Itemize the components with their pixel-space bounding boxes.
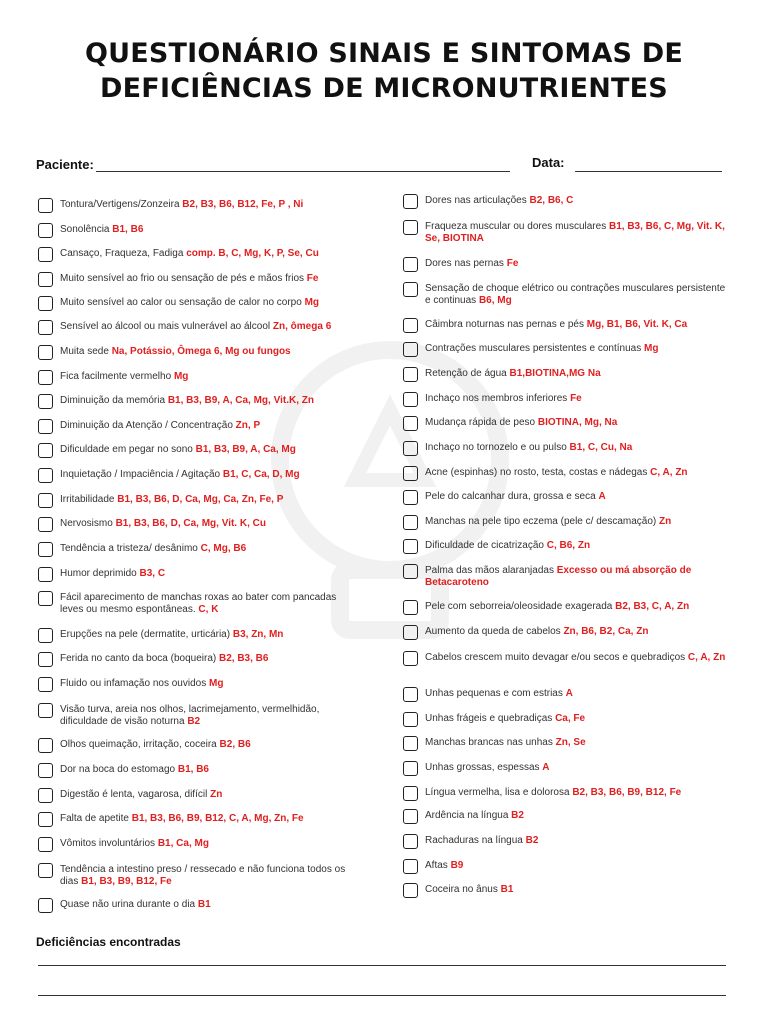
symptom-description: Olhos queimação, irritação, coceira bbox=[60, 739, 220, 750]
symptom-text bbox=[425, 221, 728, 245]
symptom-text bbox=[425, 810, 524, 822]
symptom-text bbox=[425, 442, 632, 454]
symptom-description: Manchas brancas nas unhas bbox=[425, 737, 556, 748]
symptom-checkbox[interactable] bbox=[38, 320, 53, 335]
symptom-description: Dores nas articulações bbox=[425, 195, 530, 206]
symptom-checkbox[interactable] bbox=[38, 763, 53, 778]
nutrient-list: B1, B6 bbox=[112, 224, 144, 235]
nutrient-list: Zn, ômega 6 bbox=[272, 321, 332, 332]
symptom-item[interactable] bbox=[403, 787, 728, 801]
symptom-checkbox[interactable] bbox=[38, 567, 53, 582]
title-line-1: QUESTIONÁRIO SINAIS E SINTOMAS DE bbox=[84, 38, 684, 69]
deficiencies-line-2[interactable] bbox=[38, 995, 726, 996]
symptom-description: Digestão é lenta, vagarosa, difícil bbox=[60, 789, 211, 800]
nutrient-list: B1,BIOTINA,MG Na bbox=[509, 368, 601, 379]
symptom-checkbox[interactable] bbox=[38, 394, 53, 409]
symptom-description: Fica facilmente vermelho bbox=[60, 371, 174, 382]
symptom-item[interactable] bbox=[403, 565, 728, 589]
symptom-checkbox[interactable] bbox=[38, 652, 53, 667]
symptom-description: Pele com seborreia/oleosidade exagerada bbox=[425, 601, 616, 612]
symptom-text bbox=[425, 652, 725, 664]
nutrient-list: Mg bbox=[173, 371, 189, 382]
symptom-text bbox=[60, 739, 251, 751]
symptom-checkbox[interactable] bbox=[403, 257, 418, 272]
symptom-text bbox=[425, 195, 573, 207]
nutrient-list: Zn, P bbox=[235, 420, 261, 431]
symptom-text bbox=[425, 491, 606, 503]
nutrient-list: B1, B6 bbox=[177, 764, 209, 775]
symptom-checkbox[interactable] bbox=[403, 367, 418, 382]
symptom-item[interactable] bbox=[38, 739, 350, 753]
symptom-text bbox=[60, 678, 223, 690]
symptom-text bbox=[425, 417, 617, 429]
symptom-checkbox[interactable] bbox=[38, 468, 53, 483]
symptom-checkbox[interactable] bbox=[403, 859, 418, 874]
symptom-description: Tendência a tristeza/ desânimo bbox=[60, 543, 201, 554]
nutrient-list: B1, C, Cu, Na bbox=[569, 442, 633, 453]
symptom-description: Fraqueza muscular ou dores musculares bbox=[425, 221, 609, 232]
symptom-description: Pele do calcanhar dura, grossa e seca bbox=[425, 491, 599, 502]
symptom-item[interactable] bbox=[403, 688, 728, 702]
symptom-item[interactable] bbox=[403, 626, 728, 640]
symptom-item[interactable] bbox=[403, 393, 728, 407]
nutrient-list: B1, B3, B9, A, Ca, Mg, Vit.K, Zn bbox=[167, 395, 314, 406]
nutrient-list: B2, B3, B6, B9, B12, Fe bbox=[572, 787, 682, 798]
symptom-description: Palma das mãos alaranjadas bbox=[425, 565, 557, 576]
nutrient-list: B1, B3, B6, B9, B12, C, A, Mg, Zn, Fe bbox=[131, 813, 304, 824]
deficiencies-line-1[interactable] bbox=[38, 965, 726, 966]
symptom-item[interactable] bbox=[403, 737, 728, 751]
symptom-item[interactable] bbox=[403, 884, 728, 898]
symptom-description: Unhas pequenas e com estrias bbox=[425, 688, 566, 699]
symptom-checkbox[interactable] bbox=[38, 296, 53, 311]
nutrient-list: C, K bbox=[198, 604, 219, 615]
symptom-checkbox[interactable] bbox=[403, 651, 418, 666]
symptom-item[interactable] bbox=[403, 467, 728, 481]
symptom-item[interactable] bbox=[38, 838, 350, 852]
symptom-description: Sensação de choque elétrico ou contrações musculares persistente e continuas bbox=[425, 283, 726, 306]
symptom-checkbox[interactable] bbox=[403, 786, 418, 801]
symptom-text bbox=[425, 835, 538, 847]
symptom-checkbox[interactable] bbox=[38, 898, 53, 913]
nutrient-list: Fe bbox=[306, 273, 319, 284]
symptom-description: Mudança rápida de peso bbox=[425, 417, 538, 428]
symptom-description: Cabelos crescem muito devagar e/ou secos e quebradiços bbox=[425, 652, 688, 663]
nutrient-list: B1, B3, B6, D, Ca, Mg, Vit. K, Cu bbox=[115, 518, 266, 529]
symptom-description: Retenção de água bbox=[425, 368, 510, 379]
symptom-checkbox[interactable] bbox=[38, 370, 53, 385]
symptom-item[interactable] bbox=[38, 899, 350, 913]
symptom-checkbox[interactable] bbox=[38, 247, 53, 262]
nutrient-list: Mg, B1, B6, Vit. K, Ca bbox=[586, 319, 688, 330]
symptom-checkbox[interactable] bbox=[403, 761, 418, 776]
symptom-item[interactable] bbox=[38, 789, 350, 803]
nutrient-list: B2, B3, B6 bbox=[219, 653, 269, 664]
symptom-item[interactable] bbox=[403, 713, 728, 727]
nutrient-list: Zn bbox=[659, 516, 672, 527]
symptom-checkbox[interactable] bbox=[38, 628, 53, 643]
symptom-checkbox[interactable] bbox=[38, 677, 53, 692]
symptom-text bbox=[60, 653, 268, 665]
nutrient-list: Zn bbox=[210, 789, 223, 800]
symptom-checkbox[interactable] bbox=[403, 539, 418, 554]
nutrient-list: Zn, B6, B2, Ca, Zn bbox=[563, 626, 649, 637]
symptom-item[interactable] bbox=[403, 319, 728, 333]
symptom-checkbox[interactable] bbox=[38, 812, 53, 827]
symptom-checkbox[interactable] bbox=[403, 625, 418, 640]
symptom-description: Unhas frágeis e quebradiças bbox=[425, 713, 556, 724]
symptom-description: Manchas na pele tipo eczema (pele c/ descamação) bbox=[425, 516, 660, 527]
nutrient-list: B2 bbox=[525, 835, 539, 846]
nutrient-list: B1, C, Ca, D, Mg bbox=[222, 469, 300, 480]
symptom-item[interactable] bbox=[38, 704, 350, 728]
nutrient-list: B2, B6, C bbox=[529, 195, 574, 206]
symptom-item[interactable] bbox=[38, 469, 350, 483]
symptom-item[interactable] bbox=[38, 321, 350, 335]
symptom-text bbox=[425, 713, 585, 725]
symptom-description: Língua vermelha, lisa e dolorosa bbox=[425, 787, 573, 798]
symptom-text bbox=[60, 838, 209, 850]
nutrient-list: C, Mg, B6 bbox=[200, 543, 247, 554]
symptom-text bbox=[60, 704, 350, 728]
nutrient-list: B2 bbox=[511, 810, 524, 821]
symptom-text bbox=[60, 494, 283, 506]
nutrient-list: Na, Potássio, Ômega 6, Mg ou fungos bbox=[111, 346, 291, 357]
symptom-checkbox[interactable] bbox=[38, 443, 53, 458]
nutrient-list: A bbox=[598, 491, 606, 502]
symptom-checkbox[interactable] bbox=[38, 703, 53, 718]
symptom-text bbox=[60, 420, 260, 432]
symptom-checkbox[interactable] bbox=[403, 736, 418, 751]
nutrient-list: Zn, Se bbox=[555, 737, 586, 748]
nutrient-list: BIOTINA, Mg, Na bbox=[537, 417, 618, 428]
symptom-description: Ardência na língua bbox=[425, 810, 512, 821]
symptom-description: Dificuldade em pegar no sono bbox=[60, 444, 196, 455]
symptom-checkbox[interactable] bbox=[403, 883, 418, 898]
symptom-description: Erupções na pele (dermatite, urticária) bbox=[60, 629, 233, 640]
symptom-description: Aumento da queda de cabelos bbox=[425, 626, 564, 637]
nutrient-list: B1, B3, B6, D, Ca, Mg, Ca, Zn, Fe, P bbox=[117, 494, 284, 505]
symptom-description: Muito sensível ao calor ou sensação de calor no corpo bbox=[60, 297, 305, 308]
symptom-checkbox[interactable] bbox=[38, 345, 53, 360]
symptom-text bbox=[60, 764, 209, 776]
symptom-item[interactable] bbox=[403, 810, 728, 824]
symptom-checkbox[interactable] bbox=[403, 712, 418, 727]
symptom-description: Sonolência bbox=[60, 224, 113, 235]
symptom-text bbox=[425, 737, 586, 749]
symptom-checkbox[interactable] bbox=[38, 517, 53, 532]
date-label: Data: bbox=[532, 155, 565, 170]
symptom-text bbox=[60, 568, 165, 580]
symptom-checkbox[interactable] bbox=[38, 591, 53, 606]
symptom-description: Vômitos involuntários bbox=[60, 838, 158, 849]
symptom-description: Câimbra noturnas nas pernas e pés bbox=[425, 319, 587, 330]
symptom-description: Contrações musculares persistentes e contínuas bbox=[425, 343, 644, 354]
symptom-checkbox[interactable] bbox=[403, 318, 418, 333]
symptom-text bbox=[60, 395, 314, 407]
nutrient-list: B2, B3, C, A, Zn bbox=[615, 601, 690, 612]
symptom-item[interactable] bbox=[38, 297, 350, 311]
symptom-text bbox=[60, 899, 211, 911]
symptom-item[interactable] bbox=[38, 568, 350, 582]
symptom-checkbox[interactable] bbox=[403, 834, 418, 849]
symptom-text bbox=[425, 688, 573, 700]
symptom-text bbox=[425, 787, 681, 799]
symptom-description: Fluido ou infamação nos ouvidos bbox=[60, 678, 209, 689]
symptom-item[interactable] bbox=[403, 221, 728, 245]
symptom-text bbox=[60, 543, 246, 555]
nutrient-list: B1, B3, B9, A, Ca, Mg bbox=[195, 444, 296, 455]
symptom-checkbox[interactable] bbox=[38, 198, 53, 213]
symptom-text bbox=[425, 516, 671, 528]
nutrient-list: B2, B3, B6, B12, Fe, P , Ni bbox=[182, 199, 304, 210]
symptom-text bbox=[60, 444, 296, 456]
symptom-text bbox=[60, 321, 331, 333]
symptom-text bbox=[425, 860, 463, 872]
nutrient-list: C, A, Zn bbox=[650, 467, 688, 478]
patient-field[interactable] bbox=[96, 171, 510, 172]
symptom-text bbox=[60, 813, 304, 825]
nutrient-list: B1 bbox=[500, 884, 514, 895]
symptom-item[interactable] bbox=[403, 258, 728, 272]
symptom-description: Diminuição da Atenção / Concentração bbox=[60, 420, 236, 431]
symptom-checkbox[interactable] bbox=[38, 419, 53, 434]
symptom-item[interactable] bbox=[38, 444, 350, 458]
nutrient-list: B2 bbox=[187, 716, 201, 727]
symptom-text bbox=[425, 283, 728, 307]
page-title bbox=[0, 36, 768, 106]
symptom-text bbox=[425, 368, 601, 380]
symptom-text bbox=[60, 199, 303, 211]
nutrient-list: B3, C bbox=[139, 568, 166, 579]
symptom-checkbox[interactable] bbox=[38, 493, 53, 508]
symptom-checkbox[interactable] bbox=[403, 342, 418, 357]
symptom-description: Dor na boca do estomago bbox=[60, 764, 178, 775]
symptom-item[interactable] bbox=[38, 420, 350, 434]
symptom-text bbox=[425, 884, 513, 896]
symptom-checkbox[interactable] bbox=[38, 542, 53, 557]
nutrient-list: Mg bbox=[208, 678, 224, 689]
symptom-description: Fácil aparecimento de manchas roxas ao bater com pancadas leves ou mesmo espontâneas. bbox=[60, 592, 337, 615]
nutrient-list: B3, Zn, Mn bbox=[232, 629, 284, 640]
symptom-description: Quase não urina durante o dia bbox=[60, 899, 198, 910]
symptom-item[interactable] bbox=[403, 491, 728, 505]
symptom-item[interactable] bbox=[403, 601, 728, 615]
nutrient-list: B6, Mg bbox=[478, 295, 512, 306]
symptom-checkbox[interactable] bbox=[403, 441, 418, 456]
nutrient-list: Fe bbox=[506, 258, 519, 269]
symptom-item[interactable] bbox=[38, 494, 350, 508]
symptom-description: Visão turva, areia nos olhos, lacrimejamento, vermelhidão, dificuldade de visão noturna bbox=[60, 704, 320, 727]
symptom-description: Nervosismo bbox=[60, 518, 116, 529]
nutrient-list: B9 bbox=[450, 860, 464, 871]
symptom-item[interactable] bbox=[403, 762, 728, 776]
nutrient-list: C, A, Zn bbox=[687, 652, 726, 663]
symptom-text bbox=[60, 371, 188, 383]
symptom-description: Falta de apetite bbox=[60, 813, 132, 824]
symptom-checkbox[interactable] bbox=[403, 220, 418, 235]
symptom-text bbox=[60, 518, 266, 530]
symptom-item[interactable] bbox=[403, 540, 728, 554]
symptom-item[interactable] bbox=[38, 629, 350, 643]
symptom-item[interactable] bbox=[38, 248, 350, 262]
symptom-checkbox[interactable] bbox=[403, 600, 418, 615]
symptom-description: Inchaço no tornozelo e ou pulso bbox=[425, 442, 570, 453]
symptom-text bbox=[425, 626, 648, 638]
symptom-item[interactable] bbox=[38, 518, 350, 532]
nutrient-list: B2, B6 bbox=[219, 739, 251, 750]
symptom-description: Inquietação / Impaciência / Agitação bbox=[60, 469, 223, 480]
symptom-description: Rachaduras na língua bbox=[425, 835, 526, 846]
symptom-item[interactable] bbox=[38, 199, 350, 213]
symptom-text bbox=[425, 319, 687, 331]
symptom-description: Muito sensível ao frio ou sensação de pés e mãos frios bbox=[60, 273, 307, 284]
symptom-text bbox=[425, 467, 688, 479]
symptom-item[interactable] bbox=[38, 371, 350, 385]
nutrient-list: Ca, Fe bbox=[555, 713, 586, 724]
symptom-text bbox=[425, 258, 518, 270]
symptom-item[interactable] bbox=[38, 224, 350, 238]
symptom-checkbox[interactable] bbox=[403, 687, 418, 702]
symptom-item[interactable] bbox=[38, 864, 350, 888]
symptom-checkbox[interactable] bbox=[403, 392, 418, 407]
symptom-checkbox[interactable] bbox=[403, 490, 418, 505]
symptom-description: Dificuldade de cicatrização bbox=[425, 540, 547, 551]
symptom-description: Sensível ao álcool ou mais vulnerável ao álcool bbox=[60, 321, 273, 332]
symptom-text bbox=[425, 540, 590, 552]
patient-label: Paciente: bbox=[36, 157, 94, 172]
symptom-item[interactable] bbox=[38, 592, 350, 616]
symptom-description: Tontura/Vertigens/Zonzeira bbox=[60, 199, 183, 210]
symptom-description: Acne (espinhas) no rosto, testa, costas e nádegas bbox=[425, 467, 651, 478]
symptom-text bbox=[425, 393, 582, 405]
symptom-checkbox[interactable] bbox=[403, 416, 418, 431]
nutrient-list: A bbox=[565, 688, 573, 699]
symptom-checkbox[interactable] bbox=[403, 282, 418, 297]
symptom-description: Muita sede bbox=[60, 346, 112, 357]
symptom-description: Tendência a intestino preso / ressecado e não funciona todos os dias bbox=[60, 864, 346, 887]
symptom-description: Ferida no canto da boca (boqueira) bbox=[60, 653, 219, 664]
nutrient-list: Fe bbox=[570, 393, 582, 404]
nutrient-list: B1 bbox=[197, 899, 211, 910]
symptom-checkbox[interactable] bbox=[38, 837, 53, 852]
symptom-checkbox[interactable] bbox=[38, 788, 53, 803]
symptom-text bbox=[60, 248, 319, 260]
nutrient-list: B1, B3, B9, B12, Fe bbox=[81, 876, 172, 887]
symptom-item[interactable] bbox=[403, 516, 728, 530]
symptom-checkbox[interactable] bbox=[38, 272, 53, 287]
symptom-item[interactable] bbox=[38, 764, 350, 778]
symptom-item[interactable] bbox=[403, 343, 728, 357]
symptom-description: Unhas grossas, espessas bbox=[425, 762, 543, 773]
symptom-text bbox=[60, 273, 318, 285]
symptom-item[interactable] bbox=[403, 195, 728, 209]
symptom-text bbox=[60, 224, 143, 236]
symptom-text bbox=[60, 469, 300, 481]
symptom-item[interactable] bbox=[403, 652, 728, 666]
symptom-checkbox[interactable] bbox=[38, 223, 53, 238]
title-line-2: DEFICIÊNCIAS DE MICRONUTRIENTES bbox=[100, 73, 668, 104]
symptom-text bbox=[425, 565, 728, 589]
symptom-item[interactable] bbox=[38, 543, 350, 557]
nutrient-list: Mg bbox=[644, 343, 659, 354]
symptom-text bbox=[60, 592, 350, 616]
symptom-item[interactable] bbox=[38, 678, 350, 692]
symptom-description: Inchaço nos membros inferiores bbox=[425, 393, 571, 404]
symptom-description: Irritabilidade bbox=[60, 494, 118, 505]
symptom-item[interactable] bbox=[38, 653, 350, 667]
symptom-item[interactable] bbox=[38, 273, 350, 287]
symptom-text bbox=[60, 789, 222, 801]
symptom-item[interactable] bbox=[403, 442, 728, 456]
symptom-checkbox[interactable] bbox=[38, 863, 53, 878]
date-field[interactable] bbox=[575, 171, 722, 172]
symptom-item[interactable] bbox=[38, 813, 350, 827]
symptom-text bbox=[425, 343, 658, 355]
symptom-description: Diminuição da memória bbox=[60, 395, 168, 406]
symptom-checkbox[interactable] bbox=[403, 564, 418, 579]
symptom-item[interactable] bbox=[403, 860, 728, 874]
symptom-text bbox=[425, 762, 550, 774]
symptom-checkbox[interactable] bbox=[38, 738, 53, 753]
symptom-item[interactable] bbox=[403, 283, 728, 307]
nutrient-list: comp. B, C, Mg, K, P, Se, Cu bbox=[186, 248, 319, 259]
symptom-checkbox[interactable] bbox=[403, 809, 418, 824]
nutrient-list: Mg bbox=[304, 297, 320, 308]
symptom-item[interactable] bbox=[403, 835, 728, 849]
nutrient-list: Excesso ou má absorção de Betacaroteno bbox=[425, 565, 692, 588]
symptom-checkbox[interactable] bbox=[403, 466, 418, 481]
symptom-item[interactable] bbox=[38, 346, 350, 360]
symptom-description: Humor deprimido bbox=[60, 568, 140, 579]
symptom-item[interactable] bbox=[403, 368, 728, 382]
symptom-description: Dores nas pernas bbox=[425, 258, 507, 269]
symptom-text bbox=[60, 346, 291, 358]
nutrient-list: C, B6, Zn bbox=[546, 540, 591, 551]
symptom-description: Coceira no ânus bbox=[425, 884, 501, 895]
symptom-checkbox[interactable] bbox=[403, 515, 418, 530]
symptom-text bbox=[60, 297, 319, 309]
symptom-description: Cansaço, Fraqueza, Fadiga bbox=[60, 248, 187, 259]
symptom-checkbox[interactable] bbox=[403, 194, 418, 209]
symptom-description: Aftas bbox=[425, 860, 451, 871]
nutrient-list: A bbox=[542, 762, 550, 773]
symptom-text bbox=[60, 864, 350, 888]
symptom-item[interactable] bbox=[403, 417, 728, 431]
symptom-item[interactable] bbox=[38, 395, 350, 409]
symptom-text bbox=[425, 601, 689, 613]
nutrient-list: B1, Ca, Mg bbox=[157, 838, 209, 849]
symptom-text bbox=[60, 629, 283, 641]
nutrient-list: B1, B3, B6, C, Mg, Vit. K, Se, BIOTINA bbox=[425, 221, 725, 244]
deficiencies-found-label: Deficiências encontradas bbox=[36, 935, 181, 949]
